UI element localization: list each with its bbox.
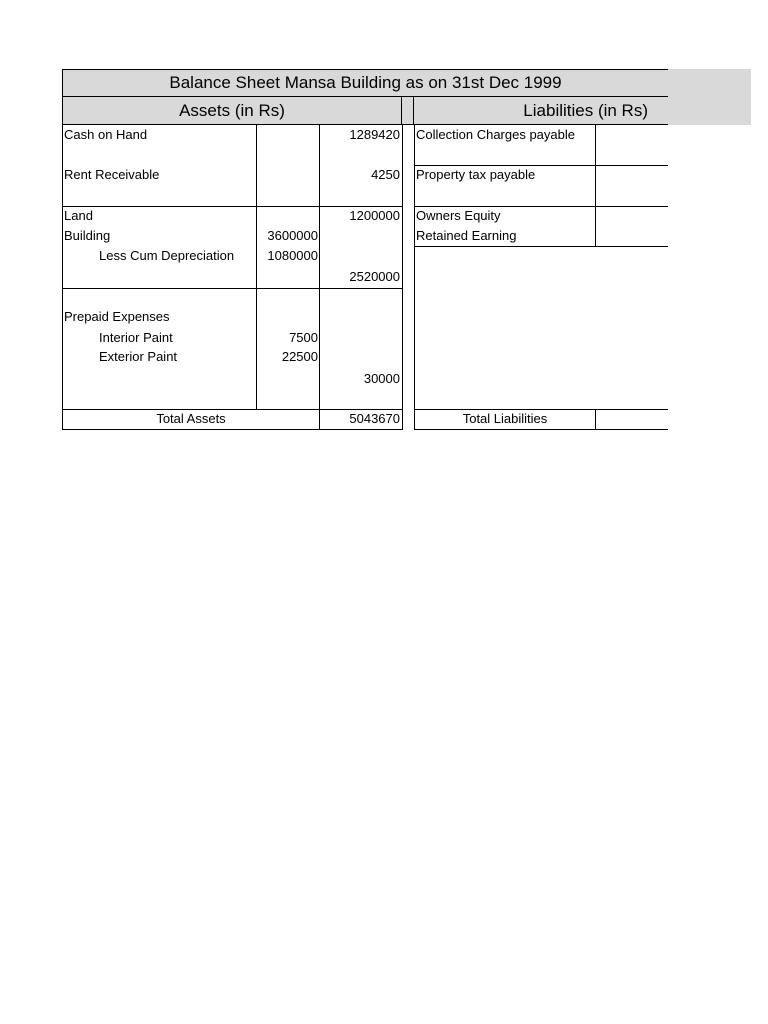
less-cum-depreciation-amount: 1080000 bbox=[267, 248, 318, 263]
sheet-title bbox=[62, 69, 668, 96]
owners-equity-label: Owners Equity bbox=[416, 208, 501, 223]
interior-paint-amount: 7500 bbox=[289, 330, 318, 345]
rent-receivable-label: Rent Receivable bbox=[64, 167, 160, 182]
grid-line-asset-row2 bbox=[62, 206, 402, 207]
collection-charges-payable-label: Collection Charges payable bbox=[416, 127, 575, 142]
grid-line-asset-row3 bbox=[62, 288, 402, 289]
prepaid-expenses-label: Prepaid Expenses bbox=[64, 309, 170, 324]
grid-line-liab-amount-total bbox=[595, 409, 596, 430]
grid-line-asset-bottom bbox=[62, 429, 402, 430]
grid-line-liab-amount-upper bbox=[595, 125, 596, 247]
header-fill-extension bbox=[668, 69, 751, 125]
grid-line-liab-row2 bbox=[414, 206, 668, 207]
grid-line-assets-right bbox=[402, 125, 403, 430]
total-assets-amount: 5043670 bbox=[349, 411, 400, 426]
grid-line-liab-row3 bbox=[414, 246, 668, 247]
grid-line-asset-sub-left bbox=[256, 125, 257, 410]
land-amount: 1200000 bbox=[349, 208, 400, 223]
cash-on-hand-label: Cash on Hand bbox=[64, 127, 148, 142]
assets-header-text: Assets (in Rs) bbox=[179, 100, 285, 120]
rent-receivable-amount: 4250 bbox=[371, 167, 400, 182]
building-net-amount: 2520000 bbox=[349, 269, 400, 284]
exterior-paint-amount: 22500 bbox=[281, 349, 318, 364]
grid-line-liab-left bbox=[414, 125, 415, 430]
grid-line-liab-bottom bbox=[414, 429, 668, 430]
building-label: Building bbox=[64, 228, 111, 243]
less-cum-depreciation-label: Less Cum Depreciation bbox=[99, 248, 235, 263]
total-assets-label: Total Assets bbox=[156, 411, 226, 426]
land-label: Land bbox=[64, 208, 93, 223]
interior-paint-label: Interior Paint bbox=[99, 330, 173, 345]
prepaid-total-amount: 30000 bbox=[363, 371, 400, 386]
liabilities-header-text: Liabilities (in Rs) bbox=[523, 100, 648, 120]
grid-line-asset-amount-left bbox=[319, 125, 320, 430]
retained-earning-label: Retained Earning bbox=[416, 228, 517, 243]
property-tax-payable-label: Property tax payable bbox=[416, 167, 536, 182]
liabilities-header bbox=[414, 96, 668, 125]
cash-on-hand-amount: 1289420 bbox=[349, 127, 400, 142]
header-gap-cell bbox=[402, 96, 414, 125]
building-sub-amount: 3600000 bbox=[267, 228, 318, 243]
grid-line-left bbox=[62, 125, 63, 430]
sheet-title-text: Balance Sheet Mansa Building as on 31st Dec 1999 bbox=[169, 73, 562, 92]
grid-line-liab-row1 bbox=[414, 165, 668, 166]
total-liabilities-label: Total Liabilities bbox=[462, 411, 548, 426]
grid-line-liab-total-top bbox=[414, 409, 668, 410]
exterior-paint-label: Exterior Paint bbox=[99, 349, 178, 364]
assets-header bbox=[62, 96, 402, 125]
grid-line-asset-total-top bbox=[62, 409, 402, 410]
